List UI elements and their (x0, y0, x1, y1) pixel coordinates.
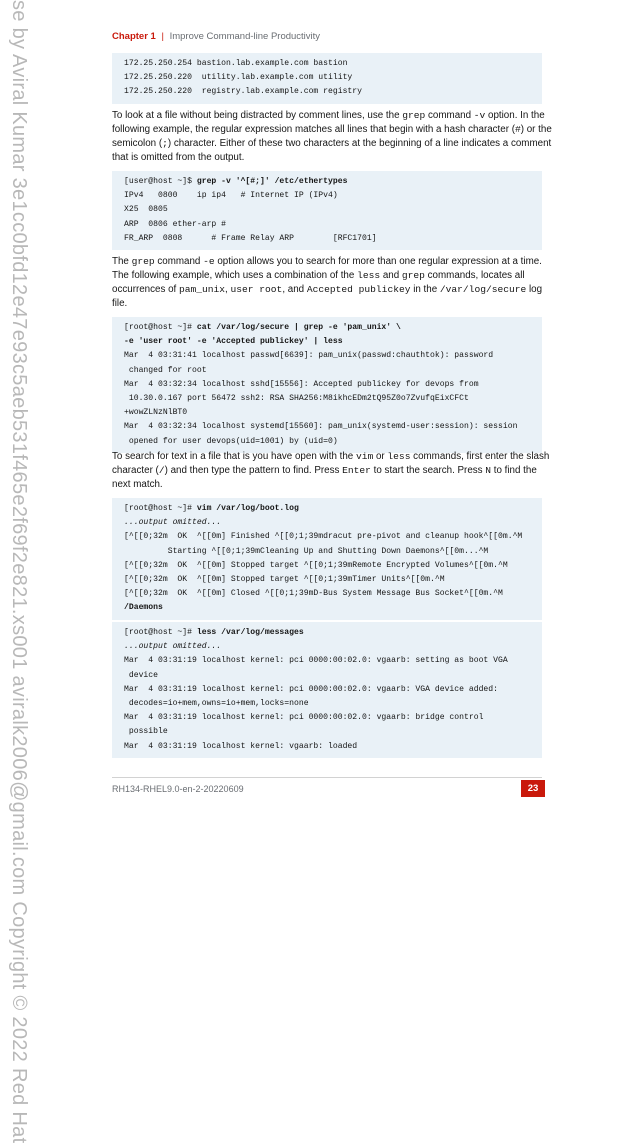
code-line: [^[[0;32m OK ^[[0m] Closed ^[[0;1;39mD-Bus System Message Bus Socket^[[0m.^M (124, 589, 503, 599)
code-line: decodes=io+mem,owns=io+mem,locks=none (124, 699, 309, 709)
code-line: 172.25.250.220 registry.lab.example.com registry (124, 87, 362, 97)
paragraph-search: To search for text in a file that is you have open with the vim or less commands, first enter the slash character (/) and then type the pattern to find. Press Enter to start the search. Press N to find the next match. (112, 451, 550, 491)
license-watermark: se by Aviral Kumar 3e1cc0bfd12e47e93c5aeb531f465e2f69f2e821.xs001 aviralk2006@gmail.com Copyright © 2022 Red Hat (8, 0, 30, 1143)
command-line: [root@host ~]# less /var/log/messages (124, 628, 304, 637)
footer-divider (112, 777, 542, 778)
chapter-label: Chapter 1 (112, 31, 156, 42)
code-line: Starting ^[[0;1;39mCleaning Up and Shutting Down Daemons^[[0m...^M (124, 546, 489, 556)
ethertypes-code-block (112, 171, 542, 250)
running-header (112, 31, 320, 42)
code-line: 172.25.250.254 bastion.lab.example.com bastion (124, 59, 348, 68)
code-line: Mar 4 03:32:34 localhost systemd[15560]: pam_unix(systemd-user:session): session (124, 422, 518, 432)
secure-log-code-block (112, 317, 542, 453)
output-omitted: ...output omitted... (124, 642, 222, 652)
code-line: Mar 4 03:32:34 localhost sshd[15556]: Accepted publickey for devops from (124, 379, 479, 389)
paragraph-grep-e: The grep command -e option allows you to search for more than one regular expression at a time. The following example, which uses a combination of the less and grep commands, locates all occurrences of pam_unix, user root, and Accepted publickey in the /var/log/secure log file. (112, 256, 543, 310)
code-line: X25 0805 (124, 205, 168, 215)
code-line: changed for root (124, 365, 207, 375)
code-line: FR_ARP 0808 # Frame Relay ARP [RFC1701] (124, 233, 377, 243)
code-line: Mar 4 03:31:19 localhost kernel: vgaarb: loaded (124, 741, 358, 751)
code-line: [^[[0;32m OK ^[[0m] Finished ^[[0;1;39mdracut pre-pivot and cleanup hook^[[0m.^M (124, 532, 523, 542)
footer-doc-id: RH134-RHEL9.0-en-2-20220609 (112, 784, 244, 794)
paragraph-grep-v: To look at a file without being distracted by comment lines, use the grep command -v option. In the following example, the regular expression matches all lines that begin with a hash character (#) or the semicolon (;) character. Either of these two characters at the beginning of a line indicates a comment that is omitted from the output. (112, 110, 552, 164)
code-line: +wowZLNzNlBT0 (124, 408, 188, 418)
code-line: [^[[0;32m OK ^[[0m] Stopped target ^[[0;1;39mRemote Encrypted Volumes^[[0m.^M (124, 560, 508, 570)
code-line: ARP 0806 ether-arp # (124, 219, 226, 229)
command-line: [user@host ~]$ grep -v '^[#;]' /etc/ethertypes (124, 177, 348, 186)
code-line: [^[[0;32m OK ^[[0m] Stopped target ^[[0;1;39mTimer Units^[[0m.^M (124, 575, 445, 585)
header-separator: | (161, 31, 164, 42)
search-pattern: /Daemons (124, 603, 163, 613)
code-line: possible (124, 727, 168, 737)
code-line: Mar 4 03:31:19 localhost kernel: pci 0000:00:02.0: vgaarb: VGA device added: (124, 684, 498, 694)
command-line: [root@host ~]# cat /var/log/secure | grep -e 'pam_unix' \ (124, 323, 401, 332)
command-continuation: -e 'user root' -e 'Accepted publickey' | less (124, 337, 343, 347)
code-line: 10.30.0.167 port 56472 ssh2: RSA SHA256:M8ikhcEDm2tQ95Z0o7ZvufqEixCFCt (124, 394, 469, 404)
output-omitted: ...output omitted... (124, 518, 222, 528)
code-line: Mar 4 03:31:41 localhost passwd[6639]: pam_unix(passwd:chauthtok): password (124, 351, 494, 361)
code-line: device (124, 670, 158, 680)
code-line: opened for user devops(uid=1001) by (uid=0) (124, 436, 338, 446)
messages-code-block (112, 622, 542, 758)
command-line: [root@host ~]# vim /var/log/boot.log (124, 504, 299, 513)
chapter-title: Improve Command-line Productivity (169, 31, 321, 42)
code-line: 172.25.250.220 utility.lab.example.com utility (124, 73, 353, 83)
hosts-code-block (112, 53, 542, 104)
code-line: IPv4 0800 ip ip4 # Internet IP (IPv4) (124, 191, 338, 201)
code-line: Mar 4 03:31:19 localhost kernel: pci 0000:00:02.0: vgaarb: setting as boot VGA (124, 656, 508, 666)
boot-log-code-block (112, 498, 542, 620)
page-number: 23 (521, 780, 545, 797)
code-line: Mar 4 03:31:19 localhost kernel: pci 0000:00:02.0: vgaarb: bridge control (124, 713, 484, 723)
